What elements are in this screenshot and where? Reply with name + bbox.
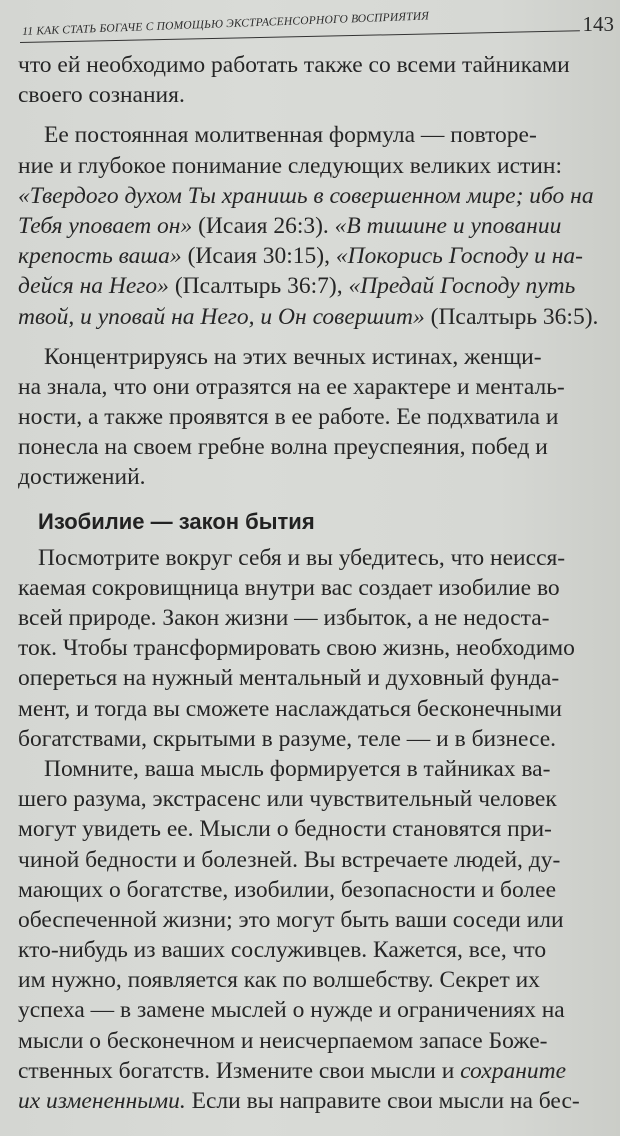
text-line: опереться на нужный ментальный и духовный фунда-: [18, 665, 560, 692]
text-line: кто-нибудь из ваших сослуживцев. Кажется, все, что: [18, 937, 547, 964]
quote-line: дейся на Него» (Псалтырь 36:7), «Предай Господу путь: [18, 273, 576, 300]
text-line: всей природе. Закон жизни — избыток, а не недоста-: [18, 605, 550, 631]
text-line: ственных богатств. Измените свои мысли и сохраните: [18, 1057, 567, 1084]
section-heading: Изобилие — закон бытия: [38, 508, 315, 534]
text-line: могут увидеть ее. Мысли о бедности становятся при-: [18, 816, 552, 843]
text-line: чиной бедности и болезней. Вы встречаете людей, ду-: [18, 846, 561, 873]
quote-line: Тебя уповает он» (Исаия 26:3). «В тишине и уповании: [18, 212, 562, 239]
text-line: обеспеченной жизни; это могут быть ваши соседи или: [18, 906, 564, 933]
text-line: ности, а также проявятся в ее работе. Ее подхватила и: [18, 404, 559, 431]
text-line: Ее постоянная молитвенная формула — повторе-: [44, 122, 537, 149]
text-line: ток. Чтобы трансформировать свою жизнь, необходимо: [18, 635, 575, 662]
paragraph-prayer-formula: [18, 120, 614, 331]
text-line: ние и глубокое понимание следующих великих истин:: [18, 152, 562, 179]
text-line: Помните, ваша мысль формируется в тайниках ва-: [44, 755, 551, 782]
text-line: шего разума, экстрасенс или чувствительный человек: [18, 786, 557, 813]
text-line: на знала, что они отразятся на ее характере и менталь-: [18, 373, 565, 400]
text-line: понесла на своем гребне волна преуспеяния, побед и: [18, 434, 548, 461]
quote-line: твой, и уповай на Него, и Он совершит» (Псалтырь 36:5).: [18, 303, 599, 330]
paragraph-continuation: [18, 50, 614, 110]
text-line: своего сознания.: [18, 82, 185, 109]
running-head: 11 КАК СТАТЬ БОГАЧЕ С ПОМОЩЬЮ ЭКСТРАСЕНСОРНОГО ВОСПРИЯТИЯ: [22, 10, 430, 38]
text-line: богатствами, скрытыми в разуме, теле — и в бизнесе.: [18, 725, 556, 752]
quote-line: крепость ваша» (Исаия 30:15), «Покорись Господу и на-: [18, 243, 583, 270]
text-line: их измененными. Если вы направите свои мысли на бес-: [18, 1088, 580, 1114]
quote-line: «Твердого духом Ты хранишь в совершенном мире; ибо на: [18, 182, 594, 209]
text-line: мающих о богатстве, изобилии, безопасности и более: [18, 876, 557, 903]
page-number: 143: [582, 12, 614, 36]
paragraph-remember: [18, 754, 614, 1116]
text-line: Посмотрите вокруг себя и вы убедитесь, что неисся-: [38, 544, 566, 571]
paragraph-concentration: [18, 342, 614, 493]
text-line: что ей необходимо работать также со всеми тайниками: [18, 52, 570, 78]
text-line: им нужно, появляется как по волшебству. Секрет их: [18, 967, 540, 994]
page-body: [18, 50, 614, 1116]
text-line: каемая сокровищница внутри вас создает изобилие во: [18, 574, 560, 601]
text-line: мент, и тогда вы сможете наслаждаться бесконечными: [18, 695, 563, 722]
text-line: Концентрируясь на этих вечных истинах, женщи-: [44, 343, 542, 370]
text-line: мысли о бесконечном и неисчерпаемом запасе Боже-: [18, 1027, 548, 1054]
paragraph-abundance: [18, 543, 614, 754]
text-line: достижений.: [18, 464, 146, 491]
text-line: успеха — в замене мыслей о нужде и ограничениях на: [18, 997, 565, 1024]
